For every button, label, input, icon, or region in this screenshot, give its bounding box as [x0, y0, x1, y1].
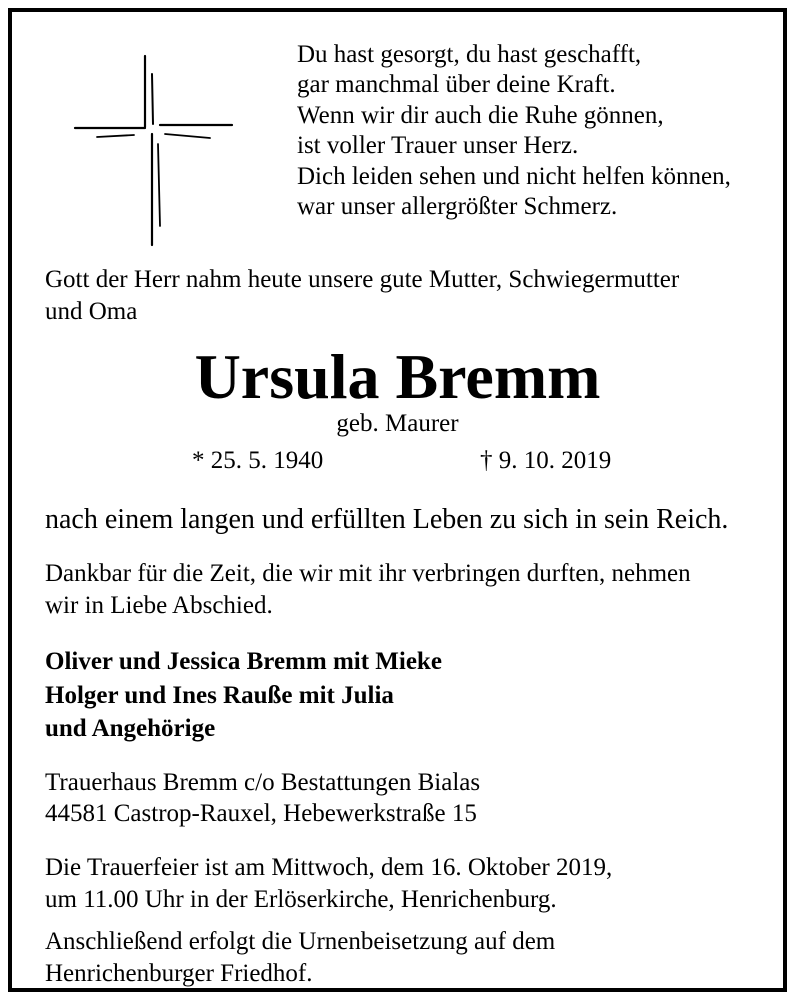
poem [297, 40, 787, 222]
mourners-list [45, 645, 775, 746]
poem-line: war unser allergrößter Schmerz. [297, 193, 618, 221]
birth-date: * 25. 5. 1940 [192, 447, 324, 474]
poem-line: Du hast gesorgt, du hast geschafft, [297, 41, 642, 68]
burial-line: Henrichenburger Friedhof. [45, 960, 313, 987]
mourner-entry: Oliver und Jessica Bremm mit Mieke [45, 648, 442, 675]
mourner-entry: Holger und Ines Rauße mit Julia [45, 681, 394, 709]
thanks-line: Dankbar für die Zeit, die wir mit ihr verbringen durften, nehmen [45, 560, 691, 587]
intro-line: und Oma [45, 298, 138, 325]
intro-line: Gott der Herr nahm heute unsere gute Mutter, Schwiegermutter [45, 266, 680, 293]
poem-line: ist voller Trauer unser Herz. [297, 132, 579, 160]
ceremony-line: um 11.00 Uhr in der Erlöserkirche, Henrichenburg. [45, 886, 557, 913]
poem-line: Wenn wir dir auch die Ruhe gönnen, [297, 101, 664, 129]
poem-line: Dich leiden sehen und nicht helfen können, [297, 162, 731, 190]
obituary-frame [8, 8, 787, 992]
ceremony-line: Die Trauerfeier ist am Mittwoch, dem 16. Oktober 2019, [45, 854, 613, 881]
thanks-line: wir in Liebe Abschied. [45, 592, 273, 619]
poem-line: gar manchmal über deine Kraft. [297, 71, 616, 99]
maiden-name: geb. Maurer [336, 410, 459, 437]
funeral-ceremony-info [45, 852, 775, 916]
burial-line: Anschließend erfolgt die Urnenbeisetzung auf dem [45, 928, 556, 955]
death-date: † 9. 10. 2019 [480, 447, 612, 474]
burial-info [45, 926, 775, 990]
thanks-text [45, 558, 775, 622]
deceased-name: Ursula Bremm [194, 341, 601, 412]
address-line: Trauerhaus Bremm c/o Bestattungen Bialas [45, 769, 481, 796]
address-line: 44581 Castrop-Rauxel, Hebewerkstraße 15 [45, 799, 477, 827]
cross-icon [72, 52, 242, 252]
mourning-house-address [45, 768, 775, 829]
mourner-entry: und Angehörige [45, 715, 216, 742]
intro-text [45, 264, 785, 328]
closing-sentence: nach einem langen und erfüllten Leben zu sich in sein Reich. [45, 504, 729, 535]
